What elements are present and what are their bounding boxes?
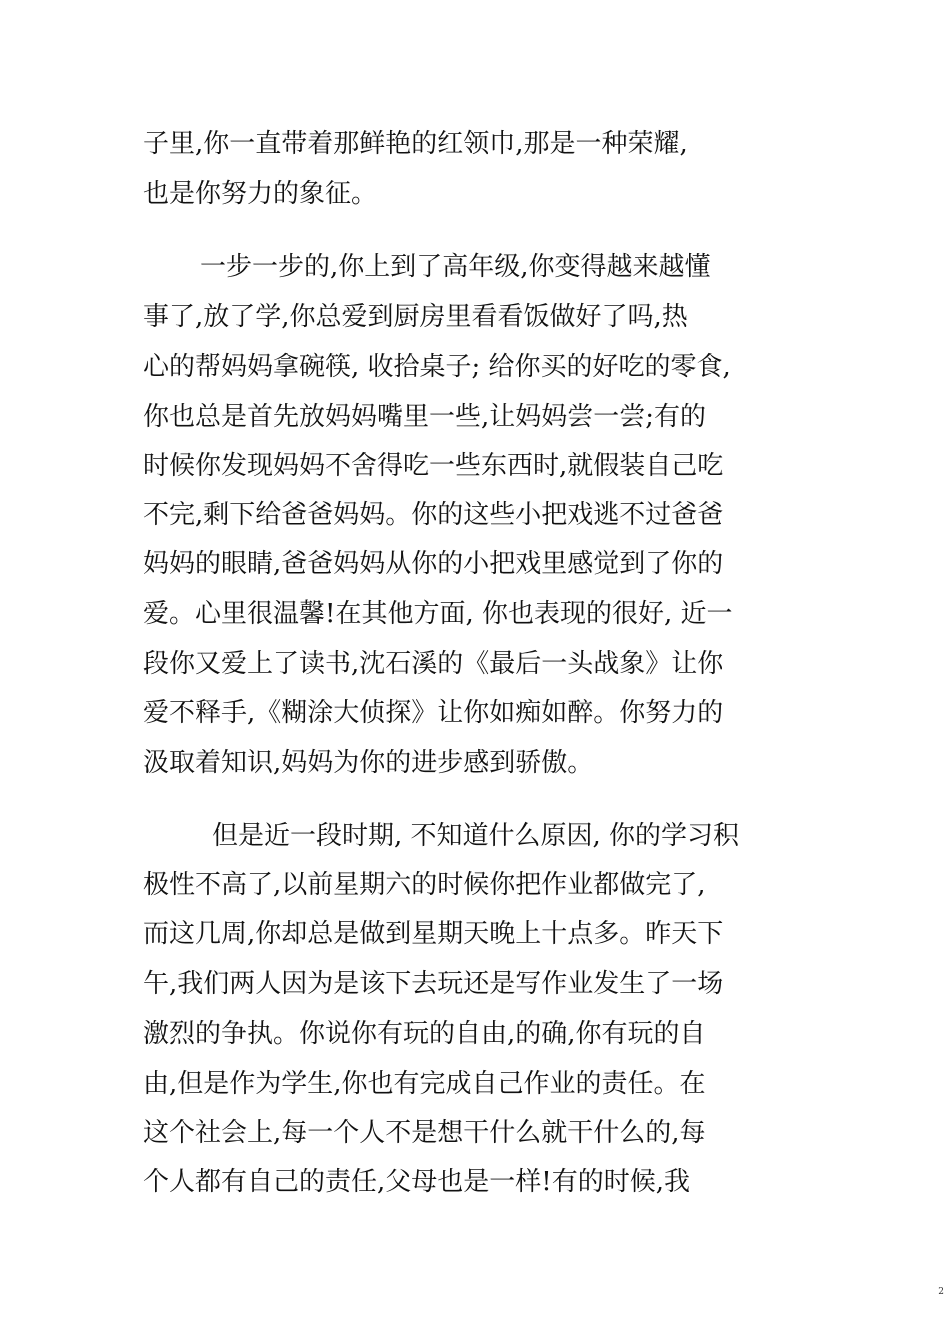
text-line: 子里,你一直带着那鲜艳的红领巾,那是一种荣耀, [143,129,688,159]
text-line: 妈妈的眼睛,爸爸妈妈从你的小把戏里感觉到了你的 [143,549,724,579]
text-line: 时候你发现妈妈不舍得吃一些东西时,就假装自己吃 [143,451,724,481]
text-line: 心的帮妈妈拿碗筷, 收拾桌子; 给你买的好吃的零食, [143,352,731,382]
text-line: 而这几周,你却总是做到星期天晚上十点多。昨天下 [143,919,724,949]
text-line: 极性不高了,以前星期六的时候你把作业都做完了, [143,870,706,900]
text-line: 午,我们两人因为是该下去玩还是写作业发生了一场 [143,969,724,999]
text-line: 爱不释手,《糊涂大侦探》让你如痴如醉。你努力的 [143,698,724,728]
text-line: 爱。心里很温馨!在其他方面, 你也表现的很好, 近一 [143,599,733,629]
text-line: 个人都有自己的责任,父母也是一样!有的时候,我 [143,1167,690,1197]
text-line: 由,但是作为学生,你也有完成自己作业的责任。在 [143,1069,706,1099]
text-line: 激烈的争执。你说你有玩的自由,的确,你有玩的自 [143,1019,706,1049]
page-number: 2 [938,1287,944,1297]
text-line: 不完,剩下给爸爸妈妈。你的这些小把戏逃不过爸爸 [143,500,724,530]
text-line: 这个社会上,每一个人不是想干什么就干什么的,每 [143,1118,706,1148]
text-line: 也是你努力的象征。 [143,179,378,209]
text-line: 段你又爱上了读书,沈石溪的《最后一头战象》让你 [143,649,724,679]
paragraph-first-line: 一步一步的,你上到了高年级,你变得越来越懂 [200,252,711,282]
paragraph-first-line: 但是近一段时期, 不知道什么原因, 你的学习积 [212,821,740,851]
text-line: 汲取着知识,妈妈为你的进步感到骄傲。 [143,748,594,778]
text-line: 你也总是首先放妈妈嘴里一些,让妈妈尝一尝;有的 [143,402,707,432]
text-line: 事了,放了学,你总爱到厨房里看看饭做好了吗,热 [143,302,688,332]
